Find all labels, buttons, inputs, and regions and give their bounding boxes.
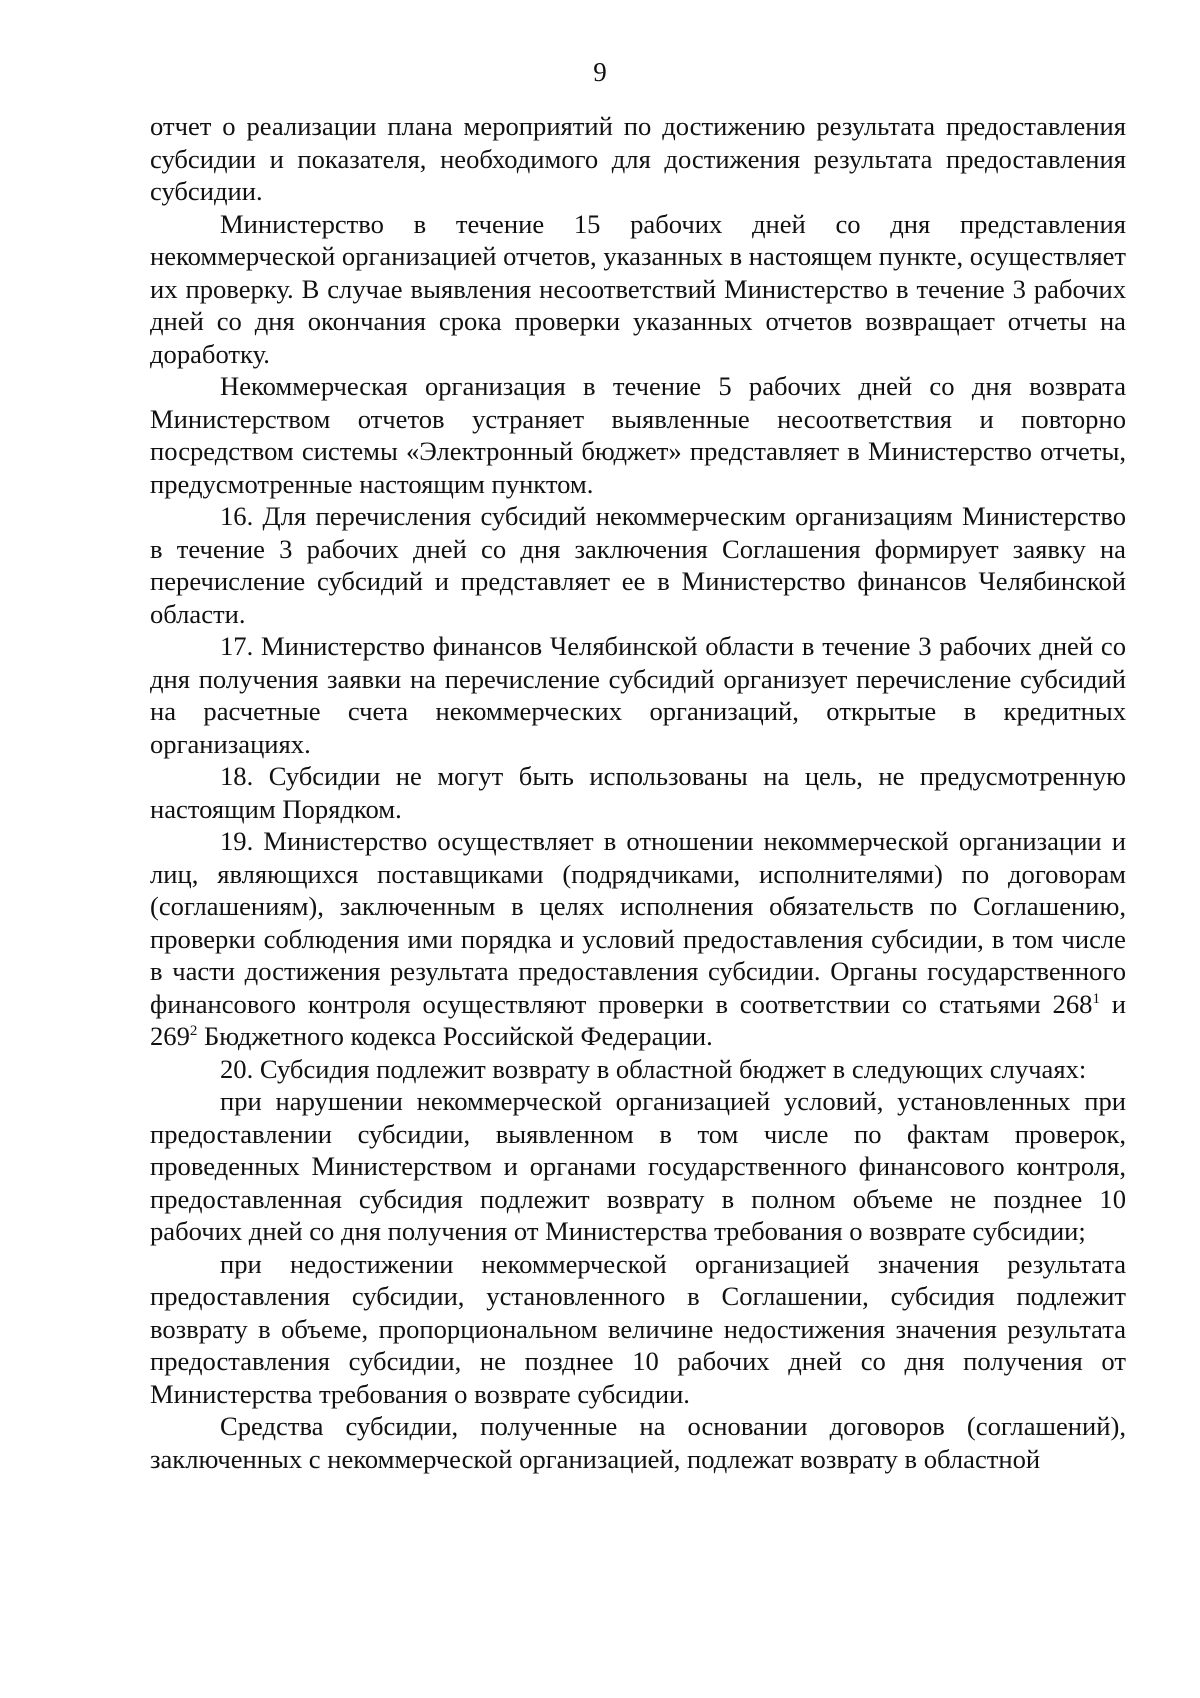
superscript-269: 2 [189,1023,198,1040]
paragraph-subsidy-funds-return: Средства субсидии, полученные на основании договоров (соглашений), заключенных с некоммерческой организацией, подлежат возврату в областной [150,1411,1126,1474]
paragraph-report-continuation: отчет о реализации плана мероприятий по достижению результата предоставления субсидии и показателя, необходимого для достижения результата предоставления субсидии. [150,111,1126,206]
superscript-268: 1 [1092,990,1100,1007]
paragraph-item-20: 20. Субсидия подлежит возврату в областной бюджет в следующих случаях: [220,1053,1087,1084]
paragraph-ministry-review: Министерство в течение 15 рабочих дней со дня представления некоммерческой организацией отчетов, указанных в настоящем пункте, осуществляет их проверку. В случае выявления несоответствий Министерство в течение 3 рабочих дней со дня окончания срока проверки указанных отчетов возвращает отчеты на доработку. [150,208,1126,369]
paragraph-nko-correction: Некоммерческая организация в течение 5 рабочих дней со дня возврата Министерством отчетов устраняет выявленные несоответствия и повторно посредством системы «Электронный бюджет» представляет в Министерство отчеты, предусмотренные настоящим пунктом. [150,371,1126,499]
paragraph-item-16: 16. Для перечисления субсидий некоммерческим организациям Министерство в течение 3 рабочих дней со дня заключения Соглашения формирует заявку на перечисление субсидий и представляет ее в Министерство финансов Челябинской области. [150,501,1126,629]
paragraph-item-17: 17. Министерство финансов Челябинской области в течение 3 рабочих дней со дня получения заявки на перечисление субсидий организует перечисление субсидий на расчетные счета некоммерческих организаций, открытые в кредитных организациях. [150,631,1126,759]
paragraph-item-18: 18. Субсидии не могут быть использованы на цель, не предусмотренную настоящим Порядком. [150,761,1126,824]
paragraph-nonachievement-case: при недостижении некоммерческой организацией значения результата предоставления субсидии, установленного в Соглашении, субсидия подлежит возврату в объеме, пропорциональном величине недостижения значения результата предоставления субсидии, не позднее 10 рабочих дней со дня получения от Министерства требования о возврате субсидии. [150,1248,1126,1409]
paragraph-violation-case: при нарушении некоммерческой организацией условий, установленных при предоставлении субсидии, выявленном в том числе по фактам проверок, проведенных Министерством и органами государственного финансового контроля, предоставленная субсидия подлежит возврату в полном объеме не позднее 10 рабочих дней со дня получения от Министерства требования о возврате субсидии; [150,1086,1126,1246]
item-19-text-after: Бюджетного кодекса Российской Федерации. [197,1021,713,1051]
paragraph-item-19 [150,825,1126,1053]
item-19-text-middle: и 269 [150,988,1126,1051]
item-19-text-before: 19. Министерство осуществляет в отношении некоммерческой организации и лиц, являющихся поставщиками (подрядчиками, исполнителями) по договорам (соглашениям), заключенным в целях исполнения обязательств по Соглашению, проверки соблюдения ими порядка и условий предоставления субсидии, в том числе в части достижения результата предоставления субсидии. Органы государственного финансового контроля осуществляют проверки в соответствии со статьями 268 [150,826,1126,1019]
document-body [150,110,1126,1475]
page-number: 9 [593,57,607,87]
